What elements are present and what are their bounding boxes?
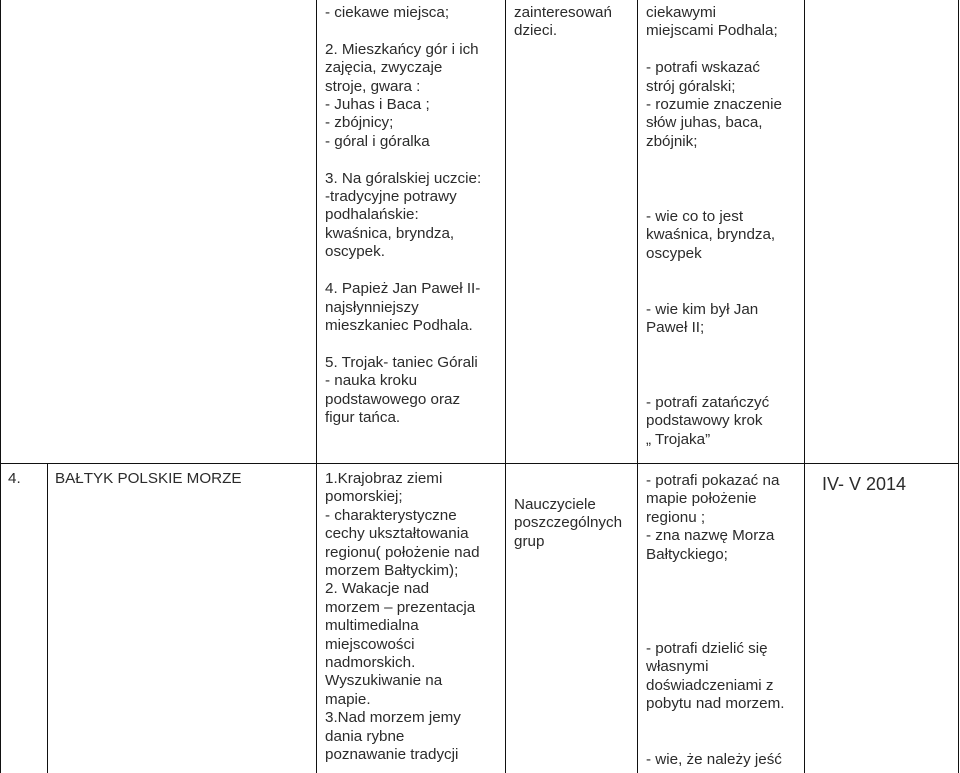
text-line: 1.Krajobraz ziemi: [325, 470, 443, 487]
text-line: najsłynniejszy: [325, 298, 419, 316]
upper-outcomes-region: [646, 4, 782, 151]
text-line: oscypek: [646, 244, 702, 262]
text-line: kwaśnica, bryndza,: [325, 224, 455, 242]
row4-content-column: [325, 470, 480, 765]
text-line: Nauczyciele: [514, 496, 596, 513]
text-line: [325, 262, 481, 280]
text-line: - wie co to jest: [646, 208, 744, 225]
text-line: mapie.: [325, 690, 371, 708]
text-line: dania rybne: [325, 727, 405, 745]
row-number: 4.: [8, 470, 21, 487]
text-line: dzieci.: [514, 22, 558, 40]
row4-outcomes-fish: [646, 751, 782, 769]
row4-outcomes-map: [646, 472, 779, 564]
text-line: 4. Papież Jan Paweł II-: [325, 280, 481, 298]
text-line: regionu ;: [646, 508, 706, 526]
text-line: multimedialna: [325, 617, 419, 635]
text-line: zajęcia, zwyczaje: [325, 59, 443, 77]
text-line: stroje, gwara :: [325, 77, 421, 95]
text-line: morzem Bałtyckim);: [325, 562, 459, 580]
text-line: - potrafi pokazać na: [646, 472, 780, 489]
text-line: nadmorskich.: [325, 654, 416, 672]
text-line: zainteresowań: [514, 4, 612, 21]
table-border-right: [958, 0, 959, 773]
text-line: figur tańca.: [325, 408, 401, 426]
text-line: - charakterystyczne: [325, 506, 457, 524]
upper-content-column: [325, 4, 481, 427]
text-line: - zbójnicy;: [325, 114, 394, 132]
text-line: zbójnik;: [646, 132, 698, 150]
text-line: - nauka kroku: [325, 372, 418, 390]
text-line: miejscowości: [325, 635, 415, 653]
text-line: pobytu nad morzem.: [646, 695, 785, 713]
text-line: - wie, że należy jeść: [646, 751, 782, 768]
text-line: pomorskiej;: [325, 488, 403, 506]
column-divider-1: [47, 463, 48, 773]
table-border-left: [0, 0, 1, 773]
row4-responsible-column: [514, 496, 622, 551]
text-line: - wie kim był Jan: [646, 301, 759, 318]
upper-outcomes-trojak: [646, 394, 769, 449]
text-line: słów juhas, baca,: [646, 114, 763, 132]
text-line: ciekawymi: [646, 4, 717, 21]
text-line: 5. Trojak- taniec Górali: [325, 353, 478, 371]
text-line: - potrafi wskazać: [646, 59, 760, 77]
text-line: własnymi: [646, 658, 709, 676]
text-line: - zna nazwę Morza: [646, 527, 775, 545]
text-line: miejscami Podhala;: [646, 22, 778, 40]
column-divider-4: [637, 0, 638, 773]
text-line: poznawanie tradycji: [325, 746, 459, 764]
text-line: morzem – prezentacja: [325, 598, 476, 616]
text-line: mapie położenie: [646, 490, 757, 508]
text-line: cechy ukształtowania: [325, 525, 469, 543]
upper-responsible-column: [514, 4, 612, 41]
text-line: 2. Mieszkańcy gór i ich: [325, 40, 479, 58]
row4-outcomes-experience: [646, 640, 784, 714]
text-line: - góral i góralka: [325, 132, 430, 150]
text-line: podhalańskie:: [325, 206, 419, 224]
text-line: Bałtyckiego;: [646, 545, 728, 563]
upper-outcomes-pope: [646, 301, 758, 338]
column-divider-5: [804, 0, 805, 773]
text-line: 3. Na góralskiej uczcie:: [325, 169, 482, 187]
text-line: mieszkaniec Podhala.: [325, 316, 473, 334]
text-line: poszczególnych: [514, 514, 623, 532]
text-line: [325, 22, 481, 40]
text-line: Paweł II;: [646, 319, 705, 337]
text-line: Wyszukiwanie na: [325, 672, 443, 690]
text-line: „ Trojaka”: [646, 430, 711, 448]
text-line: - potrafi dzielić się: [646, 640, 768, 657]
text-line: - rozumie znaczenie: [646, 96, 782, 114]
text-line: [325, 335, 481, 353]
text-line: kwaśnica, bryndza,: [646, 226, 776, 244]
text-line: strój góralski;: [646, 77, 736, 95]
text-line: regionu( położenie nad: [325, 543, 480, 561]
text-line: - potrafi zatańczyć: [646, 394, 770, 411]
text-line: -tradycyjne potrawy: [325, 188, 457, 206]
text-line: podstawowy krok: [646, 412, 763, 430]
column-divider-3: [505, 0, 506, 773]
text-line: [646, 41, 782, 59]
text-line: oscypek.: [325, 243, 385, 261]
column-divider-2: [316, 0, 317, 773]
text-line: 3.Nad morzem jemy: [325, 709, 461, 727]
text-line: doświadczeniami z: [646, 676, 774, 694]
text-line: [325, 151, 481, 169]
text-line: grup: [514, 532, 545, 550]
upper-outcomes-food: [646, 208, 775, 263]
text-line: - ciekawe miejsca;: [325, 4, 450, 21]
text-line: - Juhas i Baca ;: [325, 96, 430, 114]
text-line: podstawowego oraz: [325, 390, 461, 408]
row4-date: IV- V 2014: [822, 474, 907, 494]
text-line: 2. Wakacje nad: [325, 580, 430, 598]
row-topic: BAŁTYK POLSKIE MORZE: [55, 470, 242, 487]
row-divider: [0, 463, 959, 464]
